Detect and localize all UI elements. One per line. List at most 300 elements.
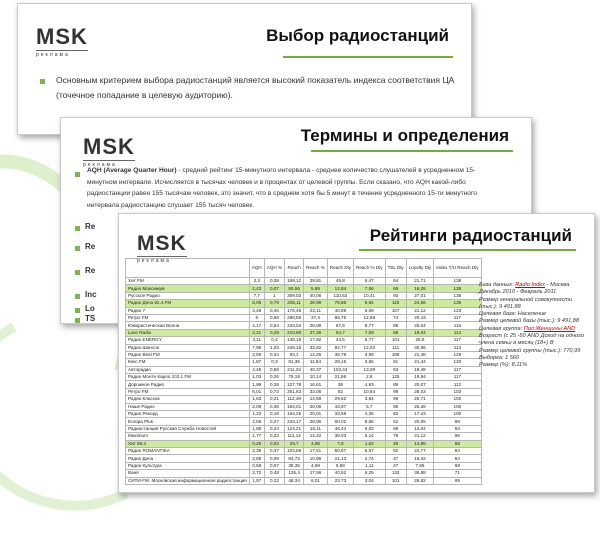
station-name-cell: Радио Дача xyxy=(126,455,250,462)
value-cell: 0,66 xyxy=(264,314,284,321)
value-cell: 211,24 xyxy=(285,366,304,373)
value-cell: 0,58 xyxy=(264,366,284,373)
value-cell: 86,75 xyxy=(327,314,353,321)
value-cell: 0,07 xyxy=(264,462,284,469)
partial-item: Inc xyxy=(85,290,97,299)
value-cell: 46,44 xyxy=(327,425,353,432)
value-cell: 0,27 xyxy=(264,418,284,425)
value-cell: 135,4 xyxy=(285,470,304,477)
value-cell: 251,63 xyxy=(285,388,304,395)
value-cell: 99 xyxy=(434,418,481,425)
value-cell: 26,99 xyxy=(304,300,328,307)
value-cell: 2,74 xyxy=(354,455,386,462)
value-cell: 113 xyxy=(434,344,481,351)
station-name-cell: Maximum xyxy=(126,433,250,440)
value-cell: 54,7 xyxy=(327,329,353,336)
column-header: AQH % xyxy=(264,259,284,278)
value-cell: 108 xyxy=(385,351,406,358)
value-cell: 96 xyxy=(434,433,481,440)
value-cell: 117 xyxy=(434,366,481,373)
info-general-size: Размер генеральной совокупности (тыс.): 9 491,88 xyxy=(479,296,573,310)
logo-mark: MSK xyxy=(83,134,135,159)
value-cell: 164,01 xyxy=(285,403,304,410)
value-cell: 1 xyxy=(264,292,284,299)
table-row xyxy=(126,366,482,373)
value-cell: 107 xyxy=(385,307,406,314)
station-name-cell: Радио Дача 92.4 FM xyxy=(126,300,250,307)
value-cell: 4,68 xyxy=(304,462,328,469)
value-cell: 26,82 xyxy=(406,477,433,484)
value-cell: 111,14 xyxy=(285,433,304,440)
value-cell: 0,48 xyxy=(264,470,284,477)
value-cell: 0,73 xyxy=(264,388,284,395)
value-cell: 101 xyxy=(385,477,406,484)
value-cell: 5,14 xyxy=(354,433,386,440)
station-name-cell: Радио Культура xyxy=(126,462,250,469)
value-cell: 38,03 xyxy=(327,433,353,440)
info-text: - Москва. Декабрь 2010 - Февраль 2011 xyxy=(479,282,571,296)
bullet-marker xyxy=(75,270,80,275)
value-cell: 17,92 xyxy=(304,337,328,344)
table-row xyxy=(126,381,482,388)
info-label: Целевая группа: xyxy=(479,325,523,332)
value-cell: 13,29 xyxy=(354,366,386,373)
partial-item: Lo xyxy=(85,304,95,313)
value-cell: 8,77 xyxy=(354,322,386,329)
value-cell: 117 xyxy=(434,374,481,381)
value-cell: 1,23 xyxy=(249,411,264,418)
station-name-cell: Europa Plus xyxy=(126,418,250,425)
station-name-cell: Русское Радио xyxy=(126,292,250,299)
value-cell: 7,56 xyxy=(354,285,386,292)
value-cell: 0,4 xyxy=(264,337,284,344)
column-header: Loyalty Dly xyxy=(406,259,433,278)
value-cell: 63 xyxy=(385,366,406,373)
table-row xyxy=(126,307,482,314)
value-cell: 2,59 xyxy=(249,351,264,358)
station-name-cell: Ретро FM xyxy=(126,388,250,395)
station-name-cell: Дорожное Радио xyxy=(126,381,250,388)
value-cell: 111 xyxy=(385,344,406,351)
value-cell: 2,43 xyxy=(249,285,264,292)
value-cell: 0,21 xyxy=(264,396,284,403)
slide-radio-selection xyxy=(17,3,472,135)
station-name-cell: Кекс FM xyxy=(126,359,250,366)
value-cell: 288,59 xyxy=(285,314,304,321)
value-cell: 110,53 xyxy=(327,292,353,299)
value-cell: 23,73 xyxy=(327,477,353,484)
value-cell: 98 xyxy=(385,403,406,410)
value-cell: 99 xyxy=(385,388,406,395)
value-cell: 1,03 xyxy=(249,374,264,381)
definition-line: радиостанции равен 155 тысячам человек, это значит, что в среднем хотя бы 5 минут в течение усредненного 15-ти минутного xyxy=(87,190,477,198)
value-cell: 21,44 xyxy=(406,359,433,366)
bullet-text-continued: (точечное попадание в целевую аудиторию). xyxy=(56,90,233,100)
value-cell: 3,99 xyxy=(354,351,386,358)
bullet-marker xyxy=(40,79,45,84)
value-cell: 118 xyxy=(434,322,481,329)
column-header: Reach % Dly xyxy=(354,259,386,278)
bullet-marker xyxy=(75,246,80,251)
value-cell: 21,86 xyxy=(327,374,353,381)
value-cell: 117 xyxy=(434,337,481,344)
value-cell: 3,85 xyxy=(304,440,328,447)
info-link: Radio Index xyxy=(515,282,546,288)
value-cell: 76,86 xyxy=(327,300,353,307)
value-cell: 14,58 xyxy=(304,396,328,403)
value-cell: 67,6 xyxy=(327,322,353,329)
value-cell: 21,12 xyxy=(406,433,433,440)
value-cell: 0,09 xyxy=(264,455,284,462)
station-name-cell: Радио Best FM xyxy=(126,351,250,358)
value-cell: 0,24 xyxy=(264,425,284,432)
value-cell: 0,54 xyxy=(264,322,284,329)
definition-block xyxy=(87,165,527,211)
slide-title: Рейтинги радиостанций xyxy=(369,226,572,245)
value-cell: 36,88 xyxy=(406,470,433,477)
ratings-table-body xyxy=(126,278,482,485)
table-row xyxy=(126,433,482,440)
column-header: Reach xyxy=(285,259,304,278)
value-cell: 1,03 xyxy=(264,344,284,351)
value-cell: 7,7 xyxy=(249,292,264,299)
value-cell: 16,11 xyxy=(304,425,328,432)
value-cell: 2,68 xyxy=(249,455,264,462)
value-cell: 0,23 xyxy=(264,433,284,440)
definition-line: - средний рейтинг 15-минутного интервала - среднее количество слушателей в усредненном 15- xyxy=(178,167,476,174)
value-cell: 45,8 xyxy=(327,278,353,285)
bullet-marker xyxy=(75,308,80,313)
value-cell: 135 xyxy=(434,300,481,307)
station-name-cell: СИТИ-FM. Московская информационная радиостанция xyxy=(126,477,250,484)
value-cell: 123 xyxy=(434,307,481,314)
value-cell: 2,38 xyxy=(249,447,264,454)
value-cell: 7,9 xyxy=(327,440,353,447)
value-cell: 48,34 xyxy=(285,477,304,484)
station-name-cell: Наше Радио xyxy=(126,403,250,410)
value-cell: 3,11 xyxy=(249,337,264,344)
value-cell: 37,4 xyxy=(304,314,328,321)
column-header xyxy=(126,259,250,278)
table-row xyxy=(126,455,482,462)
value-cell: 6,01 xyxy=(304,477,328,484)
msk-logo xyxy=(83,134,135,168)
value-cell: 64 xyxy=(385,278,406,285)
value-cell: 6,25 xyxy=(354,470,386,477)
value-cell: 1,02 xyxy=(354,440,386,447)
value-cell: 84 xyxy=(434,455,481,462)
value-cell: 14,42 xyxy=(304,433,328,440)
value-cell: 2,3 xyxy=(249,278,264,285)
table-row xyxy=(126,359,482,366)
value-cell: 33,62 xyxy=(304,344,328,351)
value-cell: 0,26 xyxy=(264,381,284,388)
info-target-group-size: Размер целевой группы (тыс.): 770,99 xyxy=(479,347,581,354)
value-cell: 21,12 xyxy=(406,307,433,314)
table-row xyxy=(126,440,482,447)
station-name-cell: Радио ENERGY xyxy=(126,337,250,344)
value-cell: 33,58 xyxy=(327,411,353,418)
value-cell: 0,36 xyxy=(264,403,284,410)
value-cell: 103,58 xyxy=(285,447,304,454)
value-cell: 6,01 xyxy=(249,388,264,395)
value-cell: 38 xyxy=(327,381,353,388)
value-cell: 2,8 xyxy=(354,374,386,381)
value-cell: 10,41 xyxy=(354,292,386,299)
value-cell: 47 xyxy=(385,455,406,462)
value-cell: 46 xyxy=(385,440,406,447)
info-target-base-size: Размер целевой базы (тыс.): 9 491,88 xyxy=(479,318,579,325)
value-cell: 93 xyxy=(385,292,406,299)
value-cell: 117 xyxy=(434,314,481,321)
info-label: База данных: xyxy=(479,282,514,288)
table-row xyxy=(126,278,482,285)
value-cell: 21,48 xyxy=(406,351,433,358)
value-cell: 26,28 xyxy=(406,403,433,410)
value-cell: 88 xyxy=(434,440,481,447)
value-cell: 3,65 xyxy=(354,359,386,366)
value-cell: 126 xyxy=(434,351,481,358)
value-cell: 10,64 xyxy=(354,388,386,395)
station-name-cell: Ваня xyxy=(126,470,250,477)
value-cell: 0,25 xyxy=(249,440,264,447)
value-cell: 9,94 xyxy=(354,300,386,307)
column-header: Index T/U Reach Dly xyxy=(434,259,481,278)
value-cell: 1,88 xyxy=(249,425,264,432)
value-cell: 112 xyxy=(434,381,481,388)
value-cell: 92,77 xyxy=(327,344,353,351)
value-cell: 89 xyxy=(385,381,406,388)
value-cell: 12,84 xyxy=(327,285,353,292)
value-cell: 114 xyxy=(434,329,481,336)
definition-line: минутном интервале. Исчисляется в тысячах человек и в процентах от целевой группы. Если сказано, что AQH какой-либо xyxy=(87,178,466,186)
survey-info-panel xyxy=(479,282,591,370)
value-cell: 27 xyxy=(385,462,406,469)
station-name-cell: Радио Шансон xyxy=(126,344,250,351)
value-cell: 40,89 xyxy=(327,307,353,314)
value-cell: 9,58 xyxy=(327,462,353,469)
value-cell: 4,35 xyxy=(354,411,386,418)
value-cell: 0,37 xyxy=(264,447,284,454)
value-cell: 176,46 xyxy=(285,307,304,314)
station-name-cell: Радио Монте Карло 102.1 FM xyxy=(126,374,250,381)
value-cell: 8,56 xyxy=(354,418,386,425)
value-cell: 44,5 xyxy=(327,337,353,344)
slide-title: Термины и определения xyxy=(300,126,509,145)
value-cell: 14,04 xyxy=(406,425,433,432)
station-name-cell: Юмористическая Волна xyxy=(126,322,250,329)
table-row xyxy=(126,337,482,344)
station-name-cell: Ретро FM xyxy=(126,314,250,321)
value-cell: 40,37 xyxy=(304,366,328,373)
bullet-marker xyxy=(75,172,80,177)
value-cell: 99 xyxy=(385,396,406,403)
logo-subtitle: реклама xyxy=(137,256,187,264)
value-cell: 136 xyxy=(434,285,481,292)
value-cell: 18,04 xyxy=(406,329,433,336)
station-name-cell: Радио Максимум xyxy=(126,285,250,292)
value-cell: 20,05 xyxy=(406,418,433,425)
title-underline xyxy=(283,56,453,58)
value-cell: 33,06 xyxy=(304,388,328,395)
station-name-cell: Хит 96.4 xyxy=(126,440,250,447)
value-cell: 0,38 xyxy=(264,278,284,285)
table-header-row xyxy=(126,259,482,278)
value-cell: 4,17 xyxy=(249,322,264,329)
info-target-group xyxy=(479,326,591,348)
value-cell: 29,81 xyxy=(304,278,328,285)
value-cell: 7,09 xyxy=(354,329,386,336)
value-cell: 0,79 xyxy=(264,300,284,307)
value-cell: 120 xyxy=(434,359,481,366)
value-cell: 3,04 xyxy=(354,477,386,484)
value-cell: 132 xyxy=(385,470,406,477)
value-cell: 19,84 xyxy=(406,374,433,381)
value-cell: 115 xyxy=(385,300,406,307)
value-cell: 82 xyxy=(385,447,406,454)
definition-line: интервала радиостанцию слушает 155 тысяч человек. xyxy=(87,201,255,209)
station-name-cell: Радио ROMANTIKA xyxy=(126,447,250,454)
value-cell: 5,7 xyxy=(354,403,386,410)
value-cell: 81 xyxy=(385,359,406,366)
value-cell: 16,42 xyxy=(406,455,433,462)
value-cell: 16,61 xyxy=(304,381,328,388)
value-cell: 22,11 xyxy=(304,307,328,314)
value-cell: 17,56 xyxy=(304,470,328,477)
value-cell: 11,84 xyxy=(304,359,328,366)
partial-item: TS xyxy=(85,314,96,323)
value-cell: 69 xyxy=(385,285,406,292)
value-cell: 28,15 xyxy=(327,359,353,366)
value-cell: 309,03 xyxy=(285,292,304,299)
station-name-cell: Радио Рекорд xyxy=(126,411,250,418)
value-cell: 93,1 xyxy=(285,351,304,358)
value-cell: 21,13 xyxy=(327,455,353,462)
table-row xyxy=(126,425,482,432)
value-cell: 20,07 xyxy=(406,381,433,388)
value-cell: 0,22 xyxy=(264,477,284,484)
table-row xyxy=(126,388,482,395)
station-name-cell: Радио 7 xyxy=(126,307,250,314)
value-cell: 28,5 xyxy=(406,337,433,344)
value-cell: 0,16 xyxy=(264,411,284,418)
slide-title: Выбор радиостанций xyxy=(266,26,449,45)
value-cell: 14,95 xyxy=(406,440,433,447)
value-cell: 20,43 xyxy=(406,314,433,321)
value-cell: 79 xyxy=(385,433,406,440)
msk-logo xyxy=(36,24,88,58)
value-cell: 28,03 xyxy=(406,388,433,395)
table-row xyxy=(126,462,482,469)
bullet-text: Основным критерием выбора радиостанций является высокий показатель индекса соответствия ЦА xyxy=(56,75,455,85)
value-cell: 124,21 xyxy=(285,425,304,432)
value-cell: 4,93 xyxy=(354,381,386,388)
info-link: Пол:Женщины AND xyxy=(523,325,576,332)
title-underline xyxy=(359,249,576,251)
value-cell: 103 xyxy=(434,388,481,395)
value-cell: 0,3 xyxy=(264,359,284,366)
value-cell: 89 xyxy=(385,322,406,329)
value-cell: 1,57 xyxy=(249,477,264,484)
value-cell: 0,07 xyxy=(264,285,284,292)
info-text: Возраст (с 25 -50 AND Доход на одного члена семьи в месяц (18+) В xyxy=(479,333,584,347)
value-cell: 1,77 xyxy=(249,433,264,440)
value-cell: 52 xyxy=(385,418,406,425)
value-cell: 100 xyxy=(434,403,481,410)
table-row xyxy=(126,300,482,307)
table-row xyxy=(126,351,482,358)
slide-radio-ratings xyxy=(118,213,595,493)
value-cell: 27,01 xyxy=(406,292,433,299)
value-cell: 249,16 xyxy=(285,344,304,351)
value-cell: 1,87 xyxy=(249,359,264,366)
value-cell: 40,52 xyxy=(327,470,353,477)
value-cell: 10,99 xyxy=(304,455,328,462)
column-header: TSL Dly xyxy=(385,259,406,278)
value-cell: 63 xyxy=(385,411,406,418)
value-cell: 29,62 xyxy=(327,396,353,403)
station-name-cell: Love Radio xyxy=(126,329,250,336)
value-cell: 24,56 xyxy=(406,300,433,307)
value-cell: 3,72 xyxy=(249,470,264,477)
value-cell: 91,35 xyxy=(285,359,304,366)
value-cell: 38,35 xyxy=(285,462,304,469)
table-row xyxy=(126,447,482,454)
value-cell: 20,01 xyxy=(304,411,328,418)
value-cell: 164,25 xyxy=(285,411,304,418)
value-cell: 1,99 xyxy=(249,381,264,388)
value-cell: 223,04 xyxy=(285,322,304,329)
table-row xyxy=(126,477,482,484)
value-cell: 6,06 xyxy=(354,307,386,314)
value-cell: 28,99 xyxy=(304,322,328,329)
info-size-pct: Размер (%): 8,11% xyxy=(479,362,528,369)
logo-mark: MSK xyxy=(36,24,88,49)
value-cell: 79,18 xyxy=(285,374,304,381)
value-cell: 138,19 xyxy=(285,337,304,344)
value-cell: 3,48 xyxy=(249,307,264,314)
value-cell: 2,21 xyxy=(249,329,264,336)
value-cell: 103,44 xyxy=(327,366,353,373)
partial-item: Re xyxy=(85,266,96,275)
value-cell: 0,46 xyxy=(264,307,284,314)
value-cell: 6 xyxy=(249,314,264,321)
value-cell: 210,86 xyxy=(285,329,304,336)
value-cell: 80,56 xyxy=(285,285,304,292)
table-row xyxy=(126,396,482,403)
value-cell: 17,43 xyxy=(406,411,433,418)
bullet-marker xyxy=(75,318,80,323)
value-cell: 43,97 xyxy=(327,403,353,410)
value-cell: 30,79 xyxy=(327,351,353,358)
table-row xyxy=(126,344,482,351)
value-cell: 138 xyxy=(434,278,481,285)
value-cell: 12,03 xyxy=(354,344,386,351)
value-cell: 69 xyxy=(434,477,481,484)
value-cell: 20,06 xyxy=(304,403,328,410)
value-cell: 4,45 xyxy=(249,366,264,373)
value-cell: 206,11 xyxy=(285,300,304,307)
column-header: Reach % xyxy=(304,259,328,278)
value-cell: 8,06 xyxy=(249,300,264,307)
logo-mark: MSK xyxy=(137,232,187,255)
table-row xyxy=(126,418,482,425)
value-cell: 127,78 xyxy=(285,381,304,388)
value-cell: 71 xyxy=(434,470,481,477)
column-header: AQH xyxy=(249,259,264,278)
table-row xyxy=(126,329,482,336)
value-cell: 6,57 xyxy=(354,447,386,454)
